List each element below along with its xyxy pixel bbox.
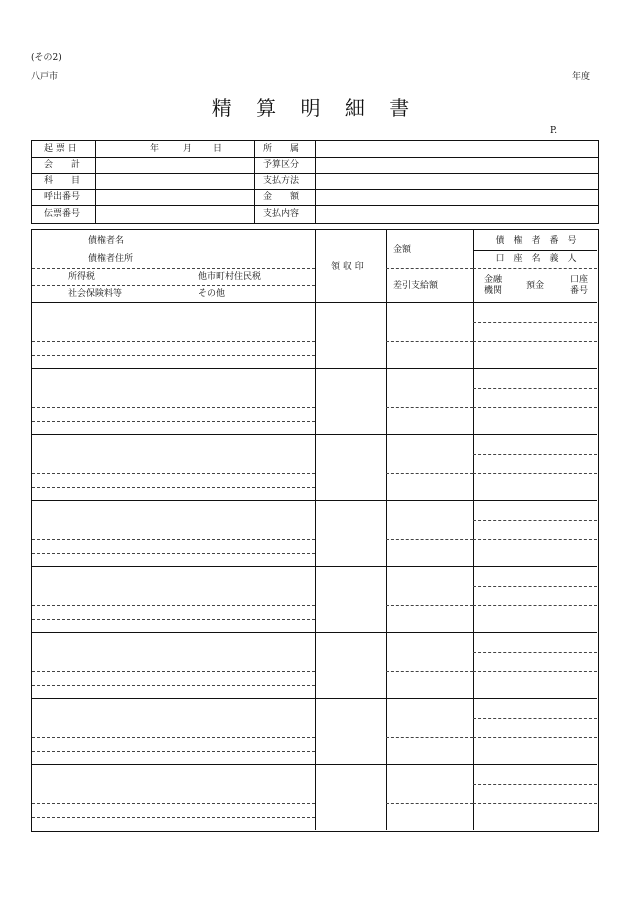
affiliation-label: 所 属 bbox=[263, 144, 300, 154]
row-separator bbox=[32, 434, 597, 435]
deduction-line bbox=[32, 619, 315, 620]
account-line bbox=[473, 784, 597, 785]
header-solid-line bbox=[473, 250, 597, 251]
date-day: 日 bbox=[213, 144, 223, 154]
amount-net-line bbox=[386, 473, 473, 474]
item-label: 科 目 bbox=[44, 176, 81, 186]
header-dashed-line bbox=[32, 268, 315, 269]
form-number: (その2) bbox=[31, 53, 62, 63]
account-line bbox=[473, 341, 597, 342]
page-number-label: P. bbox=[550, 126, 558, 136]
deduction-line bbox=[32, 355, 315, 356]
row-separator bbox=[32, 368, 597, 369]
call-number-label: 呼出番号 bbox=[44, 192, 81, 202]
amount-net-line bbox=[386, 539, 473, 540]
header-divider bbox=[254, 141, 255, 223]
name-address-line bbox=[32, 737, 315, 738]
amount-net-line bbox=[386, 803, 473, 804]
name-address-line bbox=[32, 473, 315, 474]
name-address-line bbox=[32, 341, 315, 342]
creditor-address-label: 債権者住所 bbox=[88, 254, 134, 264]
header-bottom-line bbox=[32, 302, 597, 303]
amount-label: 金 額 bbox=[263, 192, 300, 202]
page-title: 精 算 明 細 書 bbox=[211, 96, 419, 120]
city-name: 八戸市 bbox=[31, 72, 59, 82]
column-divider bbox=[386, 230, 387, 830]
slip-number-label: 伝票番号 bbox=[44, 209, 81, 219]
account-line bbox=[473, 737, 597, 738]
row-separator bbox=[32, 566, 597, 567]
row-separator bbox=[32, 632, 597, 633]
name-address-line bbox=[32, 407, 315, 408]
amount-net-line bbox=[386, 341, 473, 342]
row-separator bbox=[32, 500, 597, 501]
creditor-number-label: 債 権 者 番 号 bbox=[495, 236, 577, 246]
account-line bbox=[473, 803, 597, 804]
header-dashed-line bbox=[386, 268, 473, 269]
account-line bbox=[473, 718, 597, 719]
amount-net-line bbox=[386, 737, 473, 738]
account-number-label: 口座 番号 bbox=[570, 275, 589, 296]
social-insurance-label: 社会保険料等 bbox=[68, 289, 123, 299]
deduction-line bbox=[32, 421, 315, 422]
payment-method-label: 支払方法 bbox=[263, 176, 300, 186]
net-payment-label: 差引支給額 bbox=[393, 281, 439, 291]
account-line bbox=[473, 322, 597, 323]
header-dashed-line bbox=[32, 285, 315, 286]
row-separator bbox=[32, 764, 597, 765]
account-holder-label: 口 座 名 義 人 bbox=[495, 254, 577, 264]
amount-net-line bbox=[386, 605, 473, 606]
header-divider bbox=[315, 141, 316, 223]
account-line bbox=[473, 586, 597, 587]
account-line bbox=[473, 407, 597, 408]
fiscal-year-label: 年度 bbox=[572, 72, 591, 82]
payment-content-label: 支払内容 bbox=[263, 209, 300, 219]
deduction-line bbox=[32, 553, 315, 554]
account-line bbox=[473, 539, 597, 540]
deposit-type-label: 預金 bbox=[526, 281, 545, 291]
income-tax-label: 所得税 bbox=[68, 272, 96, 282]
financial-institution-label: 金融 機関 bbox=[484, 275, 503, 296]
name-address-line bbox=[32, 803, 315, 804]
header-table bbox=[31, 140, 599, 224]
account-line bbox=[473, 605, 597, 606]
amount-net-line bbox=[386, 671, 473, 672]
creditor-name-label: 債権者名 bbox=[88, 236, 125, 246]
deduction-line bbox=[32, 685, 315, 686]
account-line bbox=[473, 473, 597, 474]
budget-label: 予算区分 bbox=[263, 160, 300, 170]
deduction-line bbox=[32, 487, 315, 488]
header-dashed-line bbox=[473, 268, 597, 269]
row-separator bbox=[32, 698, 597, 699]
detail-table bbox=[31, 229, 599, 832]
name-address-line bbox=[32, 539, 315, 540]
header-divider bbox=[95, 141, 96, 223]
accounting-label: 会 計 bbox=[44, 160, 81, 170]
date-month: 月 bbox=[183, 144, 193, 154]
account-line bbox=[473, 652, 597, 653]
column-divider bbox=[473, 230, 474, 830]
receipt-seal-label: 領 収 印 bbox=[331, 262, 364, 272]
account-line bbox=[473, 671, 597, 672]
name-address-line bbox=[32, 671, 315, 672]
other-deductions-label: その他 bbox=[198, 289, 226, 299]
other-municipal-tax-label: 他市町村住民税 bbox=[198, 272, 262, 282]
account-line bbox=[473, 454, 597, 455]
name-address-line bbox=[32, 605, 315, 606]
deduction-line bbox=[32, 751, 315, 752]
amount-net-line bbox=[386, 407, 473, 408]
column-divider bbox=[315, 230, 316, 830]
amount-column-label: 金額 bbox=[393, 245, 412, 255]
date-label: 起 票 日 bbox=[44, 144, 77, 154]
account-line bbox=[473, 520, 597, 521]
deduction-line bbox=[32, 817, 315, 818]
date-year: 年 bbox=[150, 144, 160, 154]
account-line bbox=[473, 388, 597, 389]
